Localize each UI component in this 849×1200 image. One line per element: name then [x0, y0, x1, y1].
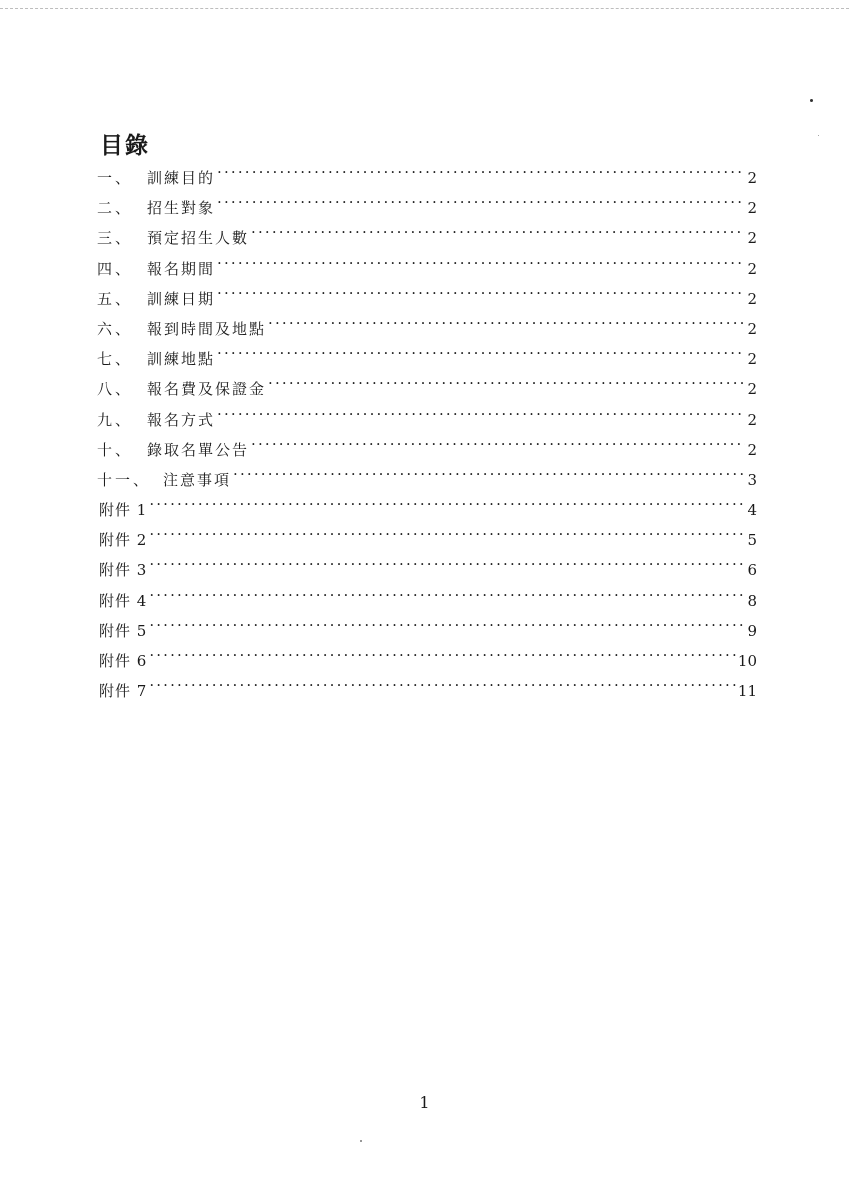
- toc-entry-page: 9: [747, 621, 757, 640]
- toc-entry-page: 2: [747, 229, 757, 248]
- toc-dot-leader: [149, 636, 736, 666]
- toc-entry[interactable]: [97, 545, 757, 580]
- toc-entry[interactable]: [97, 636, 757, 670]
- toc-entry[interactable]: [97, 153, 757, 187]
- toc-entry-label: 訓練目的: [147, 169, 216, 187]
- toc-entry-number: 二、: [97, 199, 134, 218]
- toc-entry-label: 附件 3: [99, 561, 148, 580]
- toc-dot-leader: [217, 183, 745, 213]
- toc-entry-label: 錄取名單公告: [147, 440, 250, 459]
- toc-entry-page: 2: [747, 199, 757, 218]
- toc-entry-page: 2: [747, 440, 757, 459]
- toc-dot-leader: [149, 666, 736, 696]
- toc-entry-label: 報名費及保證金: [147, 380, 267, 399]
- toc-entry-number: 五、: [97, 289, 134, 308]
- page-number: 1: [419, 1093, 430, 1112]
- toc-dot-leader: [268, 364, 745, 394]
- toc-entry-label: 附件 4: [99, 591, 148, 610]
- toc-entry-page: 2: [747, 410, 757, 429]
- toc-entry-label: 報名期間: [147, 259, 216, 278]
- toc-dot-leader: [217, 274, 745, 304]
- toc-dot-leader: [268, 304, 745, 334]
- toc-entry-number: 十一、: [97, 470, 152, 489]
- toc-entry-label: 附件 6: [99, 652, 148, 670]
- toc-entry-label: 報到時間及地點: [147, 319, 267, 338]
- scan-edge-line: [0, 8, 849, 9]
- toc-dot-leader: [149, 485, 745, 515]
- toc-entry-number: 九、: [97, 410, 134, 429]
- toc-dot-leader: [217, 334, 745, 364]
- toc-dot-leader: [149, 576, 745, 606]
- toc-entry-label: 附件 1: [99, 501, 148, 520]
- toc-entry-page: 2: [747, 380, 757, 399]
- toc-dot-leader: [217, 153, 745, 183]
- toc-entry[interactable]: [97, 515, 757, 550]
- scan-speck: [818, 135, 819, 136]
- toc-dot-leader: [149, 515, 745, 545]
- scan-speck: [360, 1140, 362, 1142]
- toc-entry-page: 11: [737, 682, 757, 701]
- toc-dot-leader: [149, 545, 745, 575]
- toc-entry-number: 四、: [97, 259, 134, 278]
- toc-entry-label: 報名方式: [147, 410, 216, 429]
- toc-entry-number: 八、: [97, 380, 134, 399]
- toc-entry-page: 10: [737, 652, 757, 670]
- toc-dot-leader: [149, 606, 745, 636]
- toc-entry[interactable]: [97, 485, 757, 520]
- toc-entry-label: 附件 5: [99, 621, 148, 640]
- toc-dot-leader: [217, 244, 745, 274]
- page-title: 目錄: [100, 132, 150, 160]
- toc-entry-label: 訓練地點: [147, 350, 216, 369]
- toc-dot-leader: [233, 455, 745, 485]
- toc-entry[interactable]: [97, 666, 757, 701]
- toc-entry-label: 訓練日期: [147, 289, 216, 308]
- toc-entry-number: 十、: [97, 440, 134, 459]
- scan-speck: [810, 99, 813, 102]
- toc-entry-page: 2: [747, 350, 757, 369]
- toc-entry-label: 附件 2: [99, 531, 148, 550]
- toc-entry-page: 6: [747, 561, 757, 580]
- toc-entry[interactable]: [97, 576, 757, 610]
- toc-entry-label: 注意事項: [163, 470, 232, 489]
- toc-entry-page: 4: [747, 501, 757, 520]
- toc-entry-label: 預定招生人數: [147, 229, 250, 248]
- toc-entry-label: 招生對象: [147, 199, 216, 218]
- table-of-contents: [97, 153, 757, 701]
- toc-entry-page: 2: [747, 289, 757, 308]
- toc-entry-page: 5: [747, 531, 757, 550]
- toc-dot-leader: [251, 425, 745, 455]
- toc-entry-number: 七、: [97, 350, 134, 369]
- toc-entry-label: 附件 7: [99, 682, 148, 701]
- toc-entry-page: 2: [747, 319, 757, 338]
- toc-dot-leader: [251, 213, 745, 243]
- toc-entry-page: 8: [747, 591, 757, 610]
- toc-entry[interactable]: [97, 606, 757, 640]
- toc-dot-leader: [217, 395, 745, 425]
- toc-entry-number: 一、: [97, 169, 134, 187]
- toc-entry-page: 2: [747, 169, 757, 187]
- toc-entry-number: 六、: [97, 319, 134, 338]
- toc-entry-number: 三、: [97, 229, 134, 248]
- toc-entry-page: 2: [747, 259, 757, 278]
- toc-entry-page: 3: [747, 470, 757, 489]
